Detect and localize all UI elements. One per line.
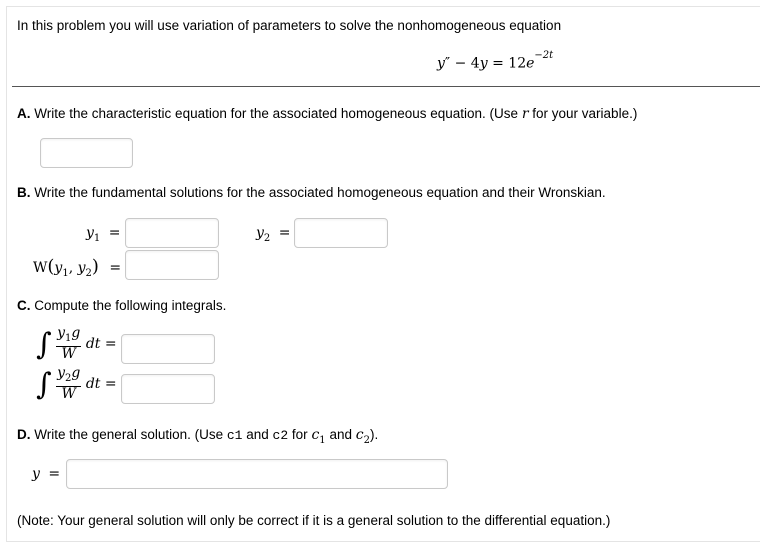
part-c-prompt: C. Compute the following integrals.	[17, 298, 227, 313]
intro-text: In this problem you will use variation of parameters to solve the nonhomogeneous equation	[17, 18, 562, 33]
part-a-prompt: A. Write the characteristic equation for the associated homogeneous equation. (Use r for your variable.)	[17, 106, 638, 122]
integral-1: ∫ $\frac{y_1g}{W}$ dt =	[36, 324, 117, 362]
y1-input[interactable]	[125, 218, 219, 248]
wronskian-label: $W(y_1$, $y_2$) =	[33, 256, 122, 279]
divider	[12, 86, 760, 87]
y1-label: $y_1$ =	[86, 225, 121, 244]
integral-1-input[interactable]	[121, 334, 215, 364]
part-b-prompt: B. Write the fundamental solutions for the associated homogeneous equation and their Wronskian.	[17, 185, 606, 200]
part-d-prompt: D. Write the general solution. (Use c1 and c2 for $c_1$ and $c_2$).	[17, 427, 379, 446]
general-solution-input[interactable]	[66, 459, 448, 489]
note-text: (Note: Your general solution will only be correct if it is a general solution to the differential equation.)	[17, 513, 611, 528]
integral-2-input[interactable]	[121, 374, 215, 404]
general-solution-label: y =	[32, 466, 61, 482]
y2-input[interactable]	[294, 218, 388, 248]
wronskian-input[interactable]	[125, 250, 219, 280]
characteristic-equation-input[interactable]	[40, 138, 133, 168]
main-equation: $y'' - 4y = 12e^{-2t}$	[437, 50, 554, 72]
integral-2: ∫ $\frac{y_2g}{W}$ dt =	[36, 364, 117, 402]
y2-label: $y_2$ =	[256, 225, 291, 244]
